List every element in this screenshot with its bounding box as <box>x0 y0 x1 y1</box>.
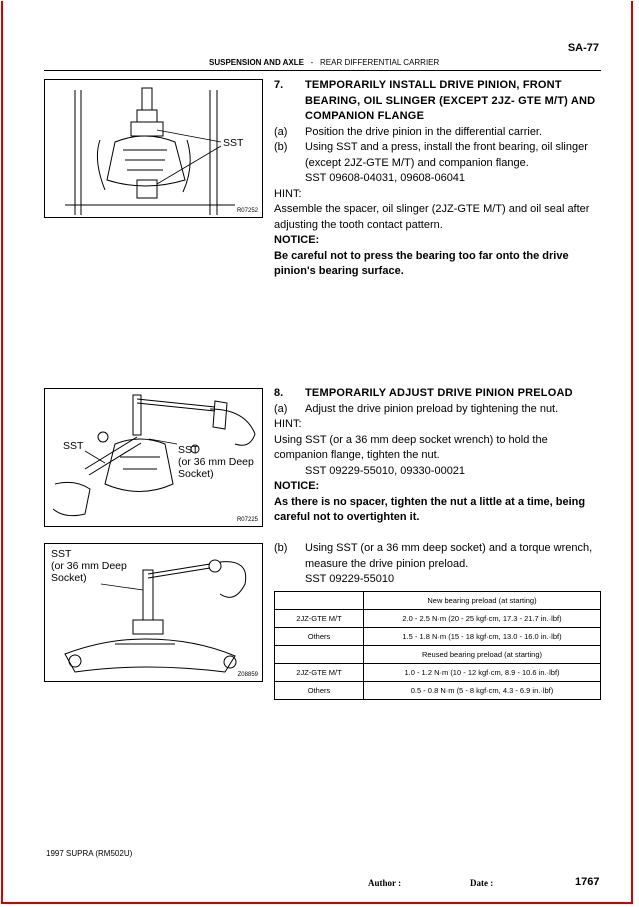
page-number: SA-77 <box>567 42 599 54</box>
new-bearing-preload-table <box>274 591 601 646</box>
table-row <box>275 664 601 682</box>
sst-socket-callout <box>178 444 254 480</box>
hint-label: HINT: <box>274 418 302 430</box>
model-cell: Others <box>275 682 364 700</box>
hint-text: Using SST (or a 36 mm deep socket wrench) to hold the companion flange, tighten the nut. <box>274 433 548 461</box>
step-number: 7. <box>274 79 284 91</box>
value-cell: 0.5 - 0.8 N·m (5 - 8 kgf·cm, 4.3 - 6.9 in.·lbf) <box>364 682 601 700</box>
table-header-row <box>275 592 601 610</box>
step-7-item-b <box>274 140 601 171</box>
socket-text: Socket) <box>51 572 87 584</box>
figure-code: Z08859 <box>237 672 258 678</box>
item-letter: (a) <box>274 402 288 415</box>
item-text: Adjust the drive pinion preload by tightening the nut. <box>305 402 559 415</box>
item-text: Position the drive pinion in the differential carrier. <box>305 125 543 138</box>
step-7-heading <box>274 78 601 125</box>
item-letter: (b) <box>274 542 288 554</box>
step-8-item-b <box>274 541 601 572</box>
sst-numbers: SST 09608-04031, 09608-06041 <box>305 172 466 184</box>
table-row <box>275 628 601 646</box>
socket-text: (or 36 mm Deep <box>51 560 127 572</box>
reused-bearing-preload-table <box>274 645 601 700</box>
footer-page-number: 1767 <box>575 876 600 888</box>
sst-callout: SST <box>63 440 84 452</box>
figure-code: R07225 <box>236 517 258 523</box>
figure-adjust-preload <box>44 388 263 527</box>
sst-callout: SST <box>223 137 244 149</box>
table-header: Reused bearing preload (at starting) <box>364 646 601 664</box>
footer-model: 1997 SUPRA (RM502U) <box>46 849 133 858</box>
step-8-item-a <box>274 402 601 418</box>
notice-text: Be careful not to press the bearing too far onto the drive pinion's bearing surface. <box>274 249 569 277</box>
notice-text: As there is no spacer, tighten the nut a little at a time, being careful not to overtighten it. <box>274 495 586 523</box>
sst-text: SST <box>51 548 72 560</box>
step-number: 8. <box>274 387 284 399</box>
item-text: Using SST and a press, install the front bearing, oil slinger (except 2JZ-GTE M/T) and companion flange. <box>305 141 588 169</box>
notice-label: NOTICE: <box>274 480 320 492</box>
step-title: TEMPORARILY INSTALL DRIVE PINION, FRONT BEARING, OIL SLINGER (EXCEPT 2JZ- GTE M/T) AND COMPANION FLANGE <box>305 79 596 122</box>
model-cell: 2JZ-GTE M/T <box>275 610 364 628</box>
step-8-heading <box>274 386 601 402</box>
value-cell: 1.5 - 1.8 N·m (15 - 18 kgf·cm, 13.0 - 16.0 in.·lbf) <box>364 628 601 646</box>
value-cell: 2.0 - 2.5 N·m (20 - 25 kgf·cm, 17.3 - 21.7 in.·lbf) <box>364 610 601 628</box>
step-8-item-b-block <box>274 541 601 588</box>
item-letter: (a) <box>274 125 288 138</box>
sst-text: SST <box>178 444 199 456</box>
table-row <box>275 610 601 628</box>
socket-text: (or 36 mm Deep <box>178 456 254 468</box>
header-rule <box>44 70 601 71</box>
figure-measure-preload <box>44 543 263 682</box>
sst-socket-callout <box>51 548 127 584</box>
running-header <box>209 58 439 67</box>
figure-code: R07252 <box>236 208 258 214</box>
hint-label: HINT: <box>274 187 302 200</box>
figure-install-pinion <box>44 79 263 218</box>
socket-text: Socket) <box>178 468 214 480</box>
notice-label: NOTICE: <box>274 234 320 246</box>
item-letter: (b) <box>274 141 288 153</box>
step-7-item-a <box>274 125 601 141</box>
model-cell: Others <box>275 628 364 646</box>
sst-numbers: SST 09229-55010 <box>305 573 395 585</box>
value-cell: 1.0 - 1.2 N·m (10 - 12 kgf·cm, 8.9 - 10.6 in.·lbf) <box>364 664 601 682</box>
footer-author-label: Author : <box>368 878 402 888</box>
sst-numbers: SST 09229-55010, 09330-00021 <box>305 464 466 477</box>
step-7 <box>274 78 601 280</box>
model-cell: 2JZ-GTE M/T <box>275 664 364 682</box>
hint-text: Assemble the spacer, oil slinger (2JZ-GTE M/T) and oil seal after adjusting the tooth contact pattern. <box>274 203 590 231</box>
header-separator: - <box>310 58 314 67</box>
subsection-title: REAR DIFFERENTIAL CARRIER <box>320 58 440 67</box>
step-title: TEMPORARILY ADJUST DRIVE PINION PRELOAD <box>305 387 573 399</box>
item-text: Using SST (or a 36 mm deep socket) and a torque wrench, measure the drive pinion preload. <box>305 542 593 570</box>
section-title: SUSPENSION AND AXLE <box>209 58 304 67</box>
table-row <box>275 682 601 700</box>
footer-date-label: Date : <box>470 878 494 888</box>
table-header-row <box>275 646 601 664</box>
table-header: New bearing preload (at starting) <box>364 592 601 610</box>
step-8 <box>274 386 601 526</box>
